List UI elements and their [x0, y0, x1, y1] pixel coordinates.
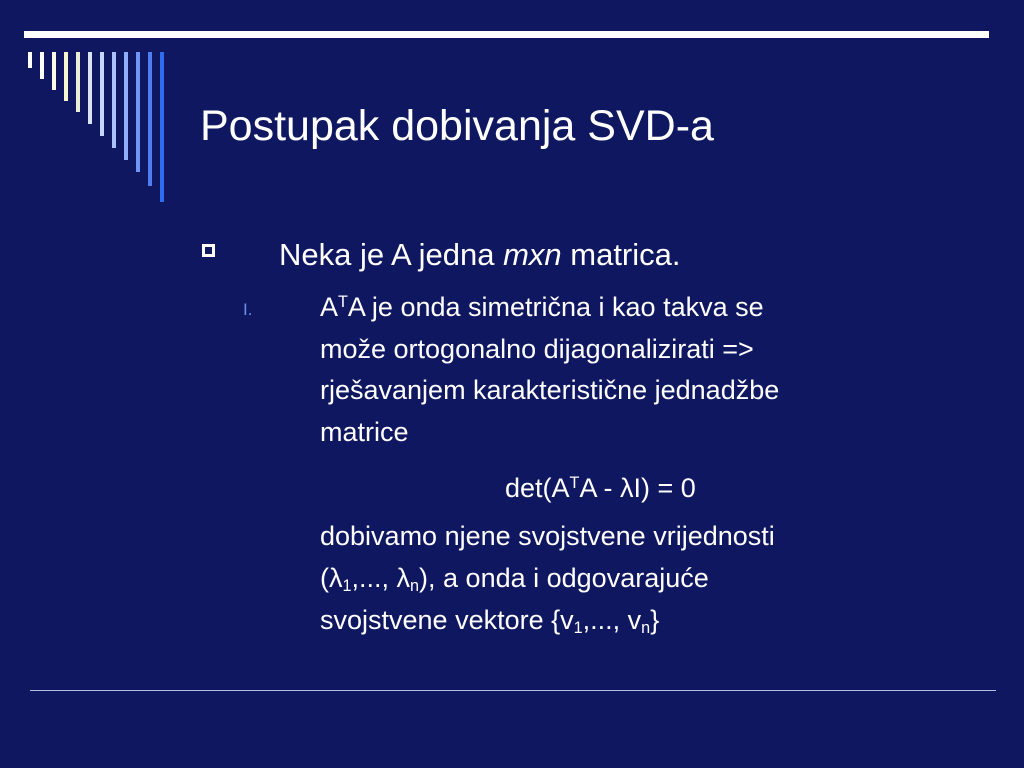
equation-end: A - λI) = 0 — [579, 473, 696, 503]
stripe — [160, 52, 164, 202]
stripe — [28, 52, 32, 68]
subitem-line-2: može ortogonalno dijagonalizirati => — [320, 334, 754, 364]
subitem-line-4: matrice — [320, 417, 409, 447]
eigenvalues-end: ), a onda i odgovarajuće — [419, 563, 709, 593]
transpose-superscript: T — [338, 293, 348, 312]
subscript-1: 1 — [342, 577, 352, 596]
roman-numeral-label: I. — [243, 300, 253, 319]
stripe — [136, 52, 140, 172]
subitem-line-1 — [320, 291, 764, 324]
stripe — [64, 52, 68, 101]
eigenvectors-end: } — [650, 605, 660, 635]
eigenvectors-start: svojstvene vektore {v — [320, 605, 574, 635]
bullet-text-italic: mxn — [503, 237, 562, 272]
subitem-line-1-text: A je onda simetrična i kao takva se — [347, 292, 764, 322]
stripe — [40, 52, 44, 79]
slide-title: Postupak dobivanja SVD-a — [200, 102, 714, 150]
subitem-line-3: rješavanjem karakteristične jednadžbe — [320, 375, 780, 405]
bullet-text — [279, 236, 681, 274]
stripe — [112, 52, 116, 148]
eigenvalues-middle: ,..., λ — [351, 563, 411, 593]
stripe — [148, 52, 152, 186]
characteristic-equation — [505, 472, 696, 505]
eigenvalues-start: (λ — [320, 563, 343, 593]
subscript-1: 1 — [573, 619, 583, 638]
equation-transpose-superscript: T — [569, 474, 580, 493]
stripe — [88, 52, 92, 124]
subitem-line-8 — [320, 604, 659, 637]
subitem-line-7 — [320, 562, 709, 595]
bullet-text-end: matrica. — [561, 237, 681, 272]
stripe — [124, 52, 128, 160]
eigenvectors-middle: ,..., v — [582, 605, 642, 635]
subscript-n: n — [410, 577, 420, 596]
stripe — [76, 52, 80, 112]
decorative-stripes — [0, 0, 180, 220]
subscript-n: n — [641, 619, 651, 638]
subitem-line-6: dobivamo njene svojstvene vrijednosti — [320, 521, 775, 551]
hollow-square-bullet-icon — [202, 244, 215, 257]
bottom-rule — [30, 690, 996, 691]
matrix-a: A — [320, 292, 339, 322]
bullet-text-start: Neka je A jedna — [279, 237, 504, 272]
stripe — [52, 52, 56, 90]
stripe — [100, 52, 104, 136]
equation-start: det(A — [505, 473, 570, 503]
